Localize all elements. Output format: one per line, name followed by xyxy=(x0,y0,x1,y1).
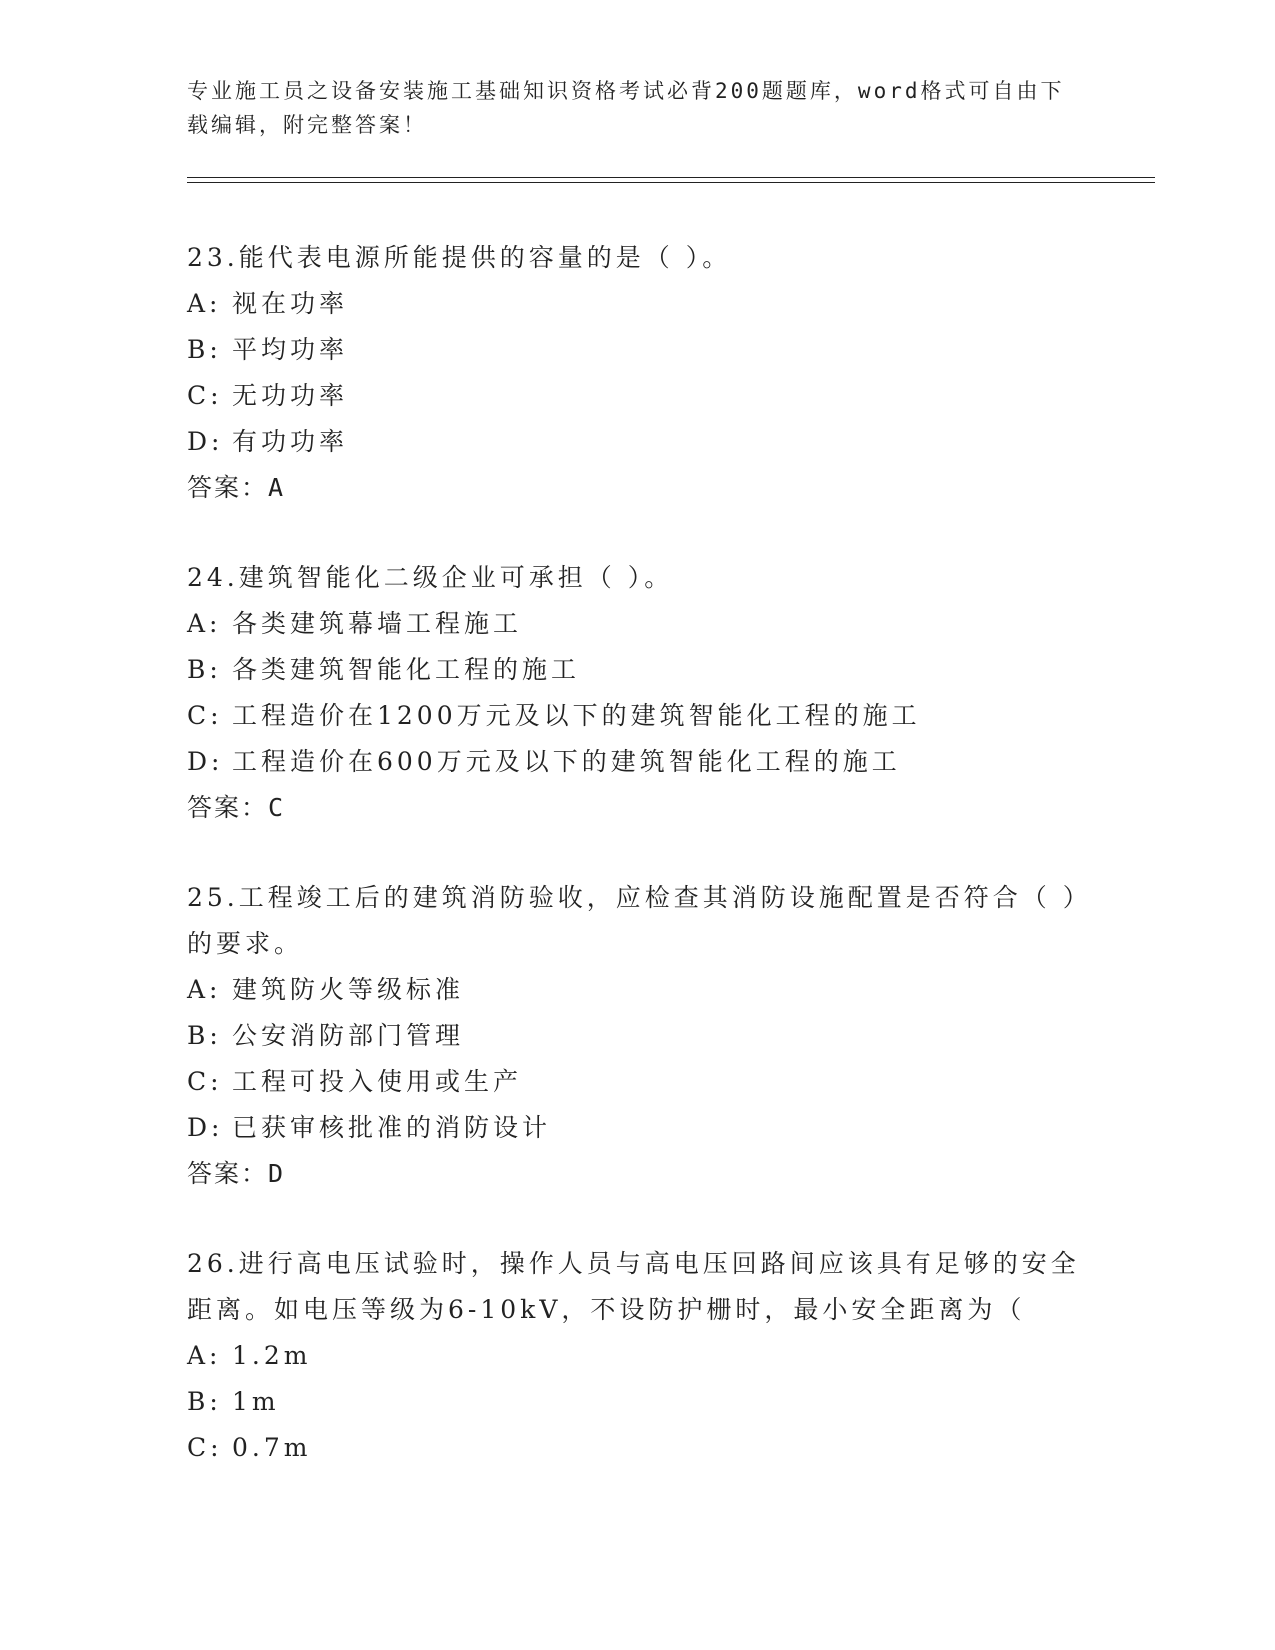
option-a xyxy=(187,281,1107,327)
header-divider-bottom xyxy=(187,182,1155,183)
option-b xyxy=(187,1379,1107,1425)
option-text: 工程造价在600万元及以下的建筑智能化工程的施工 xyxy=(232,747,901,776)
answer-value: C xyxy=(268,793,286,822)
answer-value: A xyxy=(268,473,286,502)
answer-value: D xyxy=(268,1159,286,1188)
option-text: 无功功率 xyxy=(232,381,349,410)
question-stem: 25.工程竣工后的建筑消防验收，应检查其消防设施配置是否符合（ ）的要求。 xyxy=(187,883,1092,958)
option-text: 工程可投入使用或生产 xyxy=(232,1067,523,1096)
question-stem: 24.建筑智能化二级企业可承担（ ）。 xyxy=(187,563,674,592)
option-text: 已获审核批准的消防设计 xyxy=(232,1113,552,1142)
option-text: 1m xyxy=(232,1387,280,1416)
question-stem: 23.能代表电源所能提供的容量的是（ ）。 xyxy=(187,243,732,272)
option-letter: C: xyxy=(187,1067,223,1096)
option-letter: D: xyxy=(187,427,224,456)
option-text: 各类建筑幕墙工程施工 xyxy=(232,609,523,638)
question-26 xyxy=(187,1241,1107,1471)
option-c xyxy=(187,693,1107,739)
answer-label: 答案： xyxy=(187,1159,269,1188)
option-letter: A: xyxy=(187,609,222,638)
option-c xyxy=(187,1425,1107,1471)
question-25 xyxy=(187,875,1107,1197)
option-c xyxy=(187,1059,1107,1105)
option-letter: A: xyxy=(187,975,222,1004)
option-letter: B: xyxy=(187,1387,222,1416)
option-d xyxy=(187,739,1107,785)
option-a xyxy=(187,601,1107,647)
document-header: 专业施工员之设备安装施工基础知识资格考试必背200题题库，word格式可自由下载编辑，附完整答案！ xyxy=(187,79,1065,137)
option-b xyxy=(187,647,1107,693)
option-text: 0.7m xyxy=(232,1433,312,1462)
option-text: 建筑防火等级标准 xyxy=(232,975,465,1004)
question-list xyxy=(187,235,1107,1515)
option-letter: D: xyxy=(187,747,224,776)
option-text: 各类建筑智能化工程的施工 xyxy=(232,655,581,684)
option-a xyxy=(187,1333,1107,1379)
option-letter: A: xyxy=(187,1341,222,1370)
option-d xyxy=(187,419,1107,465)
option-text: 有功功率 xyxy=(232,427,349,456)
option-letter: B: xyxy=(187,1021,222,1050)
answer-line xyxy=(187,1151,1107,1197)
option-a xyxy=(187,967,1107,1013)
answer-line xyxy=(187,465,1107,511)
option-letter: B: xyxy=(187,655,222,684)
question-24 xyxy=(187,555,1107,831)
option-b xyxy=(187,327,1107,373)
option-letter: A: xyxy=(187,289,222,318)
option-c xyxy=(187,373,1107,419)
header-divider-top xyxy=(187,177,1155,178)
question-23 xyxy=(187,235,1107,511)
option-d xyxy=(187,1105,1107,1151)
option-letter: D: xyxy=(187,1113,224,1142)
answer-line xyxy=(187,785,1107,831)
option-text: 平均功率 xyxy=(232,335,349,364)
option-letter: C: xyxy=(187,701,223,730)
option-letter: C: xyxy=(187,381,223,410)
question-stem: 26.进行高电压试验时，操作人员与高电压回路间应该具有足够的安全距离。如电压等级为6-10kV，不设防护栅时，最小安全距离为（ xyxy=(187,1249,1080,1324)
option-letter: B: xyxy=(187,335,222,364)
option-text: 公安消防部门管理 xyxy=(232,1021,465,1050)
option-text: 工程造价在1200万元及以下的建筑智能化工程的施工 xyxy=(232,701,921,730)
answer-label: 答案： xyxy=(187,473,269,502)
option-text: 视在功率 xyxy=(232,289,349,318)
option-text: 1.2m xyxy=(232,1341,312,1370)
option-letter: C: xyxy=(187,1433,223,1462)
answer-label: 答案： xyxy=(187,793,269,822)
option-b xyxy=(187,1013,1107,1059)
